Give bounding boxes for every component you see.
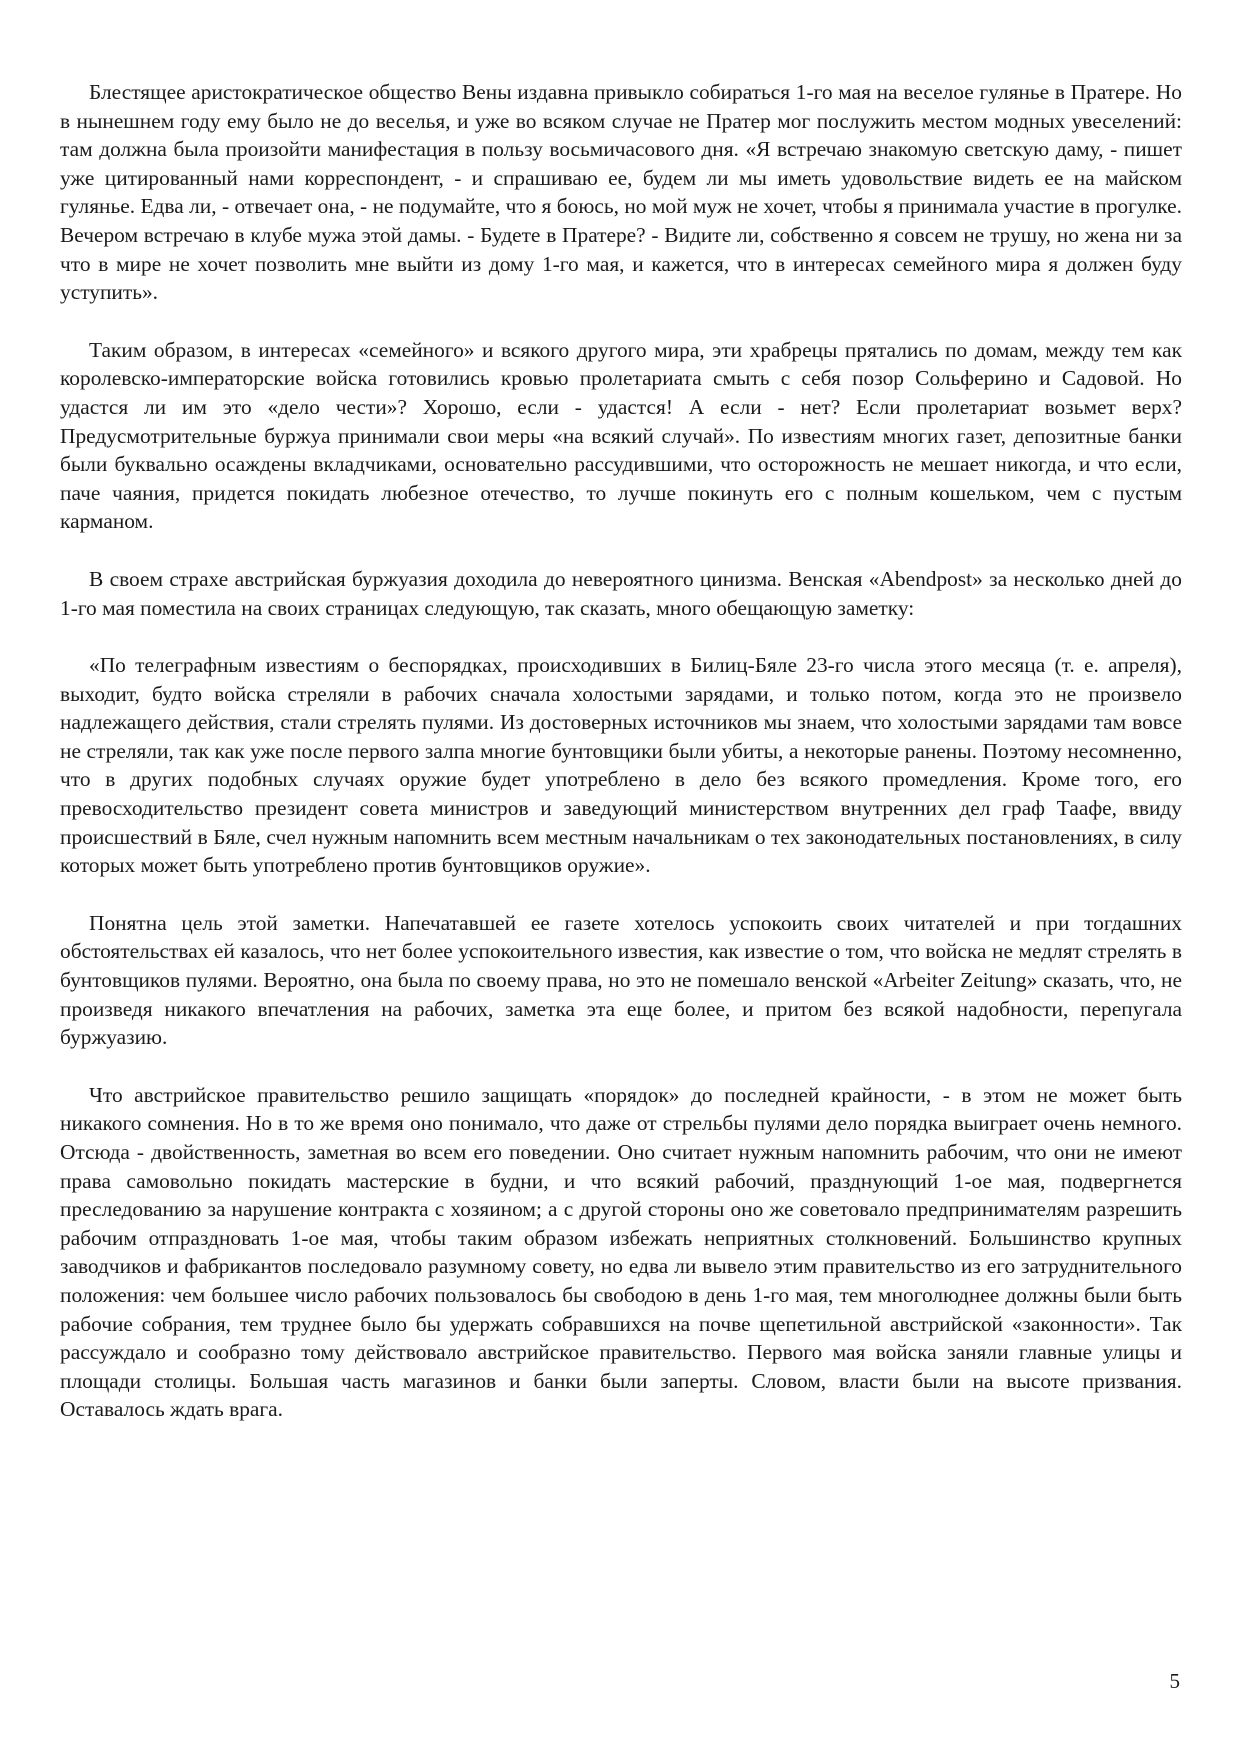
- document-body: [60, 78, 1182, 1453]
- quotation-paragraph: «По телеграфным известиям о беспорядках, происходивших в Билиц-Бяле 23-го числа этого месяца (т. е. апреля), выходит, будто войска стреляли в рабочих сначала холостыми зарядами, и только потом, когда это не произвело надлежащего действия, стали стрелять пулями. Из достоверных источников мы знаем, что холостыми зарядами там вовсе не стреляли, так как уже после первого залпа многие бунтовщики были убиты, а некоторые ранены. Поэтому несомненно, что в других подобных случаях оружие будет употреблено в дело без всякого промедления. Кроме того, его превосходительство президент совета министров и заведующий министерством внутренних дел граф Таафе, ввиду происшествий в Бяле, счел нужным напомнить всем местным начальникам о тех законодательных постановлениях, в силу которых может быть употреблено против бунтовщиков оружие».: [60, 653, 1182, 878]
- paragraph-2: Таким образом, в интересах «семейного» и всякого другого мира, эти храбрецы прятались по домам, между тем как королевско-императорские войска готовились кровью пролетариата смыть с себя позор Сольферино и Садовой. Но удастся ли им это «дело чести»? Хорошо, если - удастся! А если - нет? Если пролетариат возьмет верх? Предусмотрительные буржуа принимали свои меры «на всякий случай». По известиям многих газет, депозитные банки были буквально осаждены вкладчиками, основательно рассудившими, что осторожность не мешает никогда, и что если, паче чаяния, придется покидать любезное отечество, то лучше покинуть его с полным кошельком, чем с пустым карманом.: [60, 337, 1182, 534]
- paragraph-6: Что австрийское правительство решило защищать «порядок» до последней крайности, - в этом не может быть никакого сомнения. Но в то же время оно понимало, что даже от стрельбы пулями дело порядка выиграет очень немного. Отсюда - двойственность, заметная во всем его поведении. Оно считает нужным напомнить рабочим, что они не имеют права самовольно покидать мастерские в будни, и что всякий рабочий, празднующий 1-ое мая, подвергнется преследованию за нарушение контракта с хозяином; а с другой стороны оно же советовало предпринимателям разрешить рабочим отпраздновать 1-ое мая, чтобы таким образом избежать неприятных столкновений. Большинство крупных заводчиков и фабрикантов последовало разумному совету, но едва ли вывело этим правительство из его затруднительного положения: чем большее число рабочих пользовалось бы свободою в день 1-го мая, тем многолюднее должны были быть рабочие собрания, тем труднее было бы удержать собравшихся на почве щепетильной австрийской «законности». Так рассуждало и сообразно тому действовало австрийское правительство. Первого мая войска заняли главные улицы и площади столицы. Большая часть магазинов и банки были заперты. Словом, власти были на высоте призвания. Оставалось ждать врага.: [60, 1082, 1182, 1422]
- paragraph-3: В своем страхе австрийская буржуазия доходила до невероятного цинизма. Венская «Abendpost» за несколько дней до 1-го мая поместила на своих страницах следующую, так сказать, много обещающую заметку:: [60, 566, 1182, 620]
- page-number: 5: [1169, 1669, 1180, 1693]
- paragraph-1: Блестящее аристократическое общество Вены издавна привыкло собираться 1-го мая на веселое гулянье в Пратере. Но в нынешнем году ему было не до веселья, и уже во всяком случае не Пратер мог послужить местом модных увеселений: там должна была произойти манифестация в пользу восьмичасового дня. «Я встречаю знакомую светскую даму, - пишет уже цитированный нами корреспондент, - и спрашиваю ее, будем ли мы иметь удовольствие видеть ее на майском гулянье. Едва ли, - отвечает она, - не подумайте, что я боюсь, но мой муж не хочет, чтобы я принимала участие в прогулке. Вечером встречаю в клубе мужа этой дамы. - Будете в Пратере? - Видите ли, собственно я совсем не трушу, но жена ни за что в мире не хочет позволить мне выйти из дому 1-го мая, и кажется, что в интересах семейного мира я должен буду уступить».: [60, 80, 1182, 305]
- paragraph-5: Понятна цель этой заметки. Напечатавшей ее газете хотелось успокоить своих читателей и при тогдашних обстоятельствах ей казалось, что нет более успокоительного известия, как известие о том, что войска не медлят стрелять в бунтовщиков пулями. Вероятно, она была по своему права, но это не помешало венской «Arbeiter Zeitung» сказать, что, не произведя никакого впечатления на рабочих, заметка эта еще более, и притом без всякой надобности, перепугала буржуазию.: [60, 910, 1182, 1050]
